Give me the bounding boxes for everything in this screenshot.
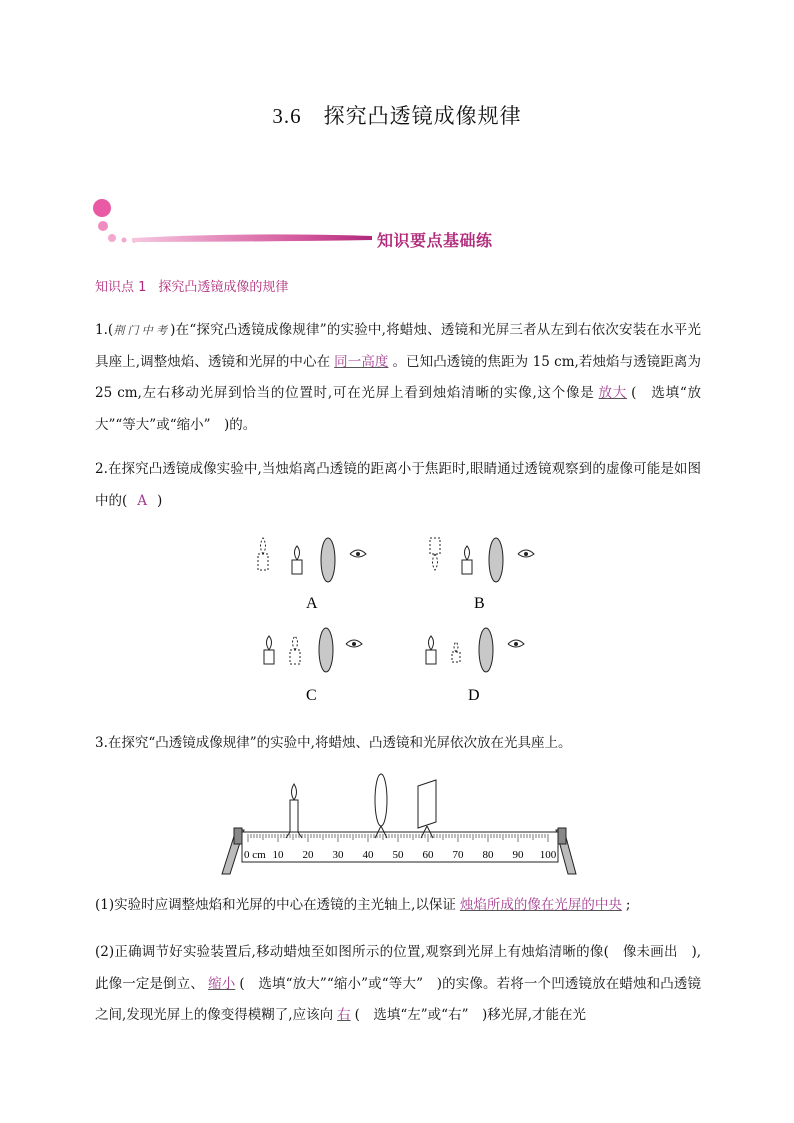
q3-text: 3.在探究“凸透镜成像规律”的实验中,将蜡烛、凸透镜和光屏依次放在光具座上。 (95, 735, 572, 751)
ruler-label: 20 (302, 849, 314, 861)
option-a-diagram (258, 538, 366, 612)
q2-answer: A (137, 492, 148, 509)
ruler-label: 0 cm (244, 849, 266, 861)
convex-lens (375, 774, 387, 838)
knowledge-point-text: 探究凸透镜成像的规律 (158, 280, 289, 295)
option-a-label: A (306, 595, 318, 612)
option-b-diagram (430, 538, 534, 612)
q3-2-text-2: ( 选填“放大”“缩小”或“等大” )的实像。若将一个凹透镜放在蜡烛和凸透镜之间,发现光屏上的像变得模糊了,应该向 (95, 975, 702, 1023)
knowledge-point-heading (95, 276, 300, 295)
q2-text: 2.在探究凸透镜成像实验中,当烛焰离凸透镜的距离小于焦距时,眼睛通过透镜观察到的虚像可能是如图中的( (95, 461, 701, 509)
q3-2-answer-1: 缩小 (208, 975, 236, 992)
ruler-label: 100 (539, 849, 557, 861)
ruler-label: 70 (452, 849, 464, 861)
q2-close: ) (157, 492, 163, 509)
q1-answer-1: 同一高度 (334, 353, 389, 370)
knowledge-point-label: 知识点 1 (95, 280, 147, 295)
option-d-label: D (468, 687, 480, 704)
q3-1-answer: 烛焰所成的像在光屏的中央 (459, 897, 622, 913)
q2-figure (240, 530, 560, 710)
q3-1-text: (1)实验时应调整烛焰和光屏的中心在透镜的主光轴上,以保证 (95, 897, 456, 913)
ruler-label: 30 (332, 849, 344, 861)
section-banner (92, 198, 512, 254)
q1-text-2: 。已知凸透镜的焦距为 15 cm,若烛焰与透镜距离为 25 cm,左右移动光屏到恰当的位置时,可在光屏上看到烛焰清晰的实像,这个像是 (95, 353, 702, 401)
option-d-diagram (426, 628, 524, 704)
banner-title: 知识要点基础练 (377, 231, 493, 250)
light-screen (418, 780, 436, 838)
question-1 (95, 315, 701, 441)
page-title (0, 100, 794, 130)
option-c-diagram (264, 628, 362, 704)
ruler-label: 90 (512, 849, 524, 861)
ruler-label: 80 (482, 849, 494, 861)
q3-1-end: ; (625, 897, 631, 913)
ruler-label: 40 (362, 849, 374, 861)
title-number: 3.6 (272, 104, 302, 128)
question-2 (95, 454, 701, 517)
q1-text-3: ( 选填“放大”“等大”或“缩小” )的。 (95, 385, 701, 433)
candle (286, 784, 302, 838)
q3-2-text-3: ( 选填“左”或“右” )移光屏,才能在光 (354, 1007, 587, 1023)
q3-2-answer-2: 右 (337, 1007, 351, 1023)
q3-2-text-1: (2)正确调节好实验装置后,移动蜡烛至如图所示的位置,观察到光屏上有烛焰清晰的像( 像未画出 ),此像一定是倒立、 (95, 944, 701, 992)
option-b-label: B (474, 595, 485, 612)
q1-text-1: )在“探究凸透镜成像规律”的实验中,将蜡烛、透镜和光屏三者从左到右依次安装在水平光具座上,调整烛焰、透镜和光屏的中心在 (95, 322, 701, 370)
optical-bench-figure (220, 770, 580, 880)
ruler-label: 10 (272, 849, 284, 861)
question-3-part-1 (95, 890, 701, 922)
option-c-label: C (306, 687, 317, 704)
question-3-part-2 (95, 937, 701, 1032)
title-text: 探究凸透镜成像规律 (323, 104, 522, 128)
ruler-label: 60 (422, 849, 434, 861)
ruler-label: 50 (392, 849, 404, 861)
q1-prefix: 1.( (95, 322, 114, 338)
q1-answer-2: 放大 (598, 385, 628, 401)
q1-source: 荆门中考 (113, 324, 171, 337)
question-3 (95, 728, 701, 760)
